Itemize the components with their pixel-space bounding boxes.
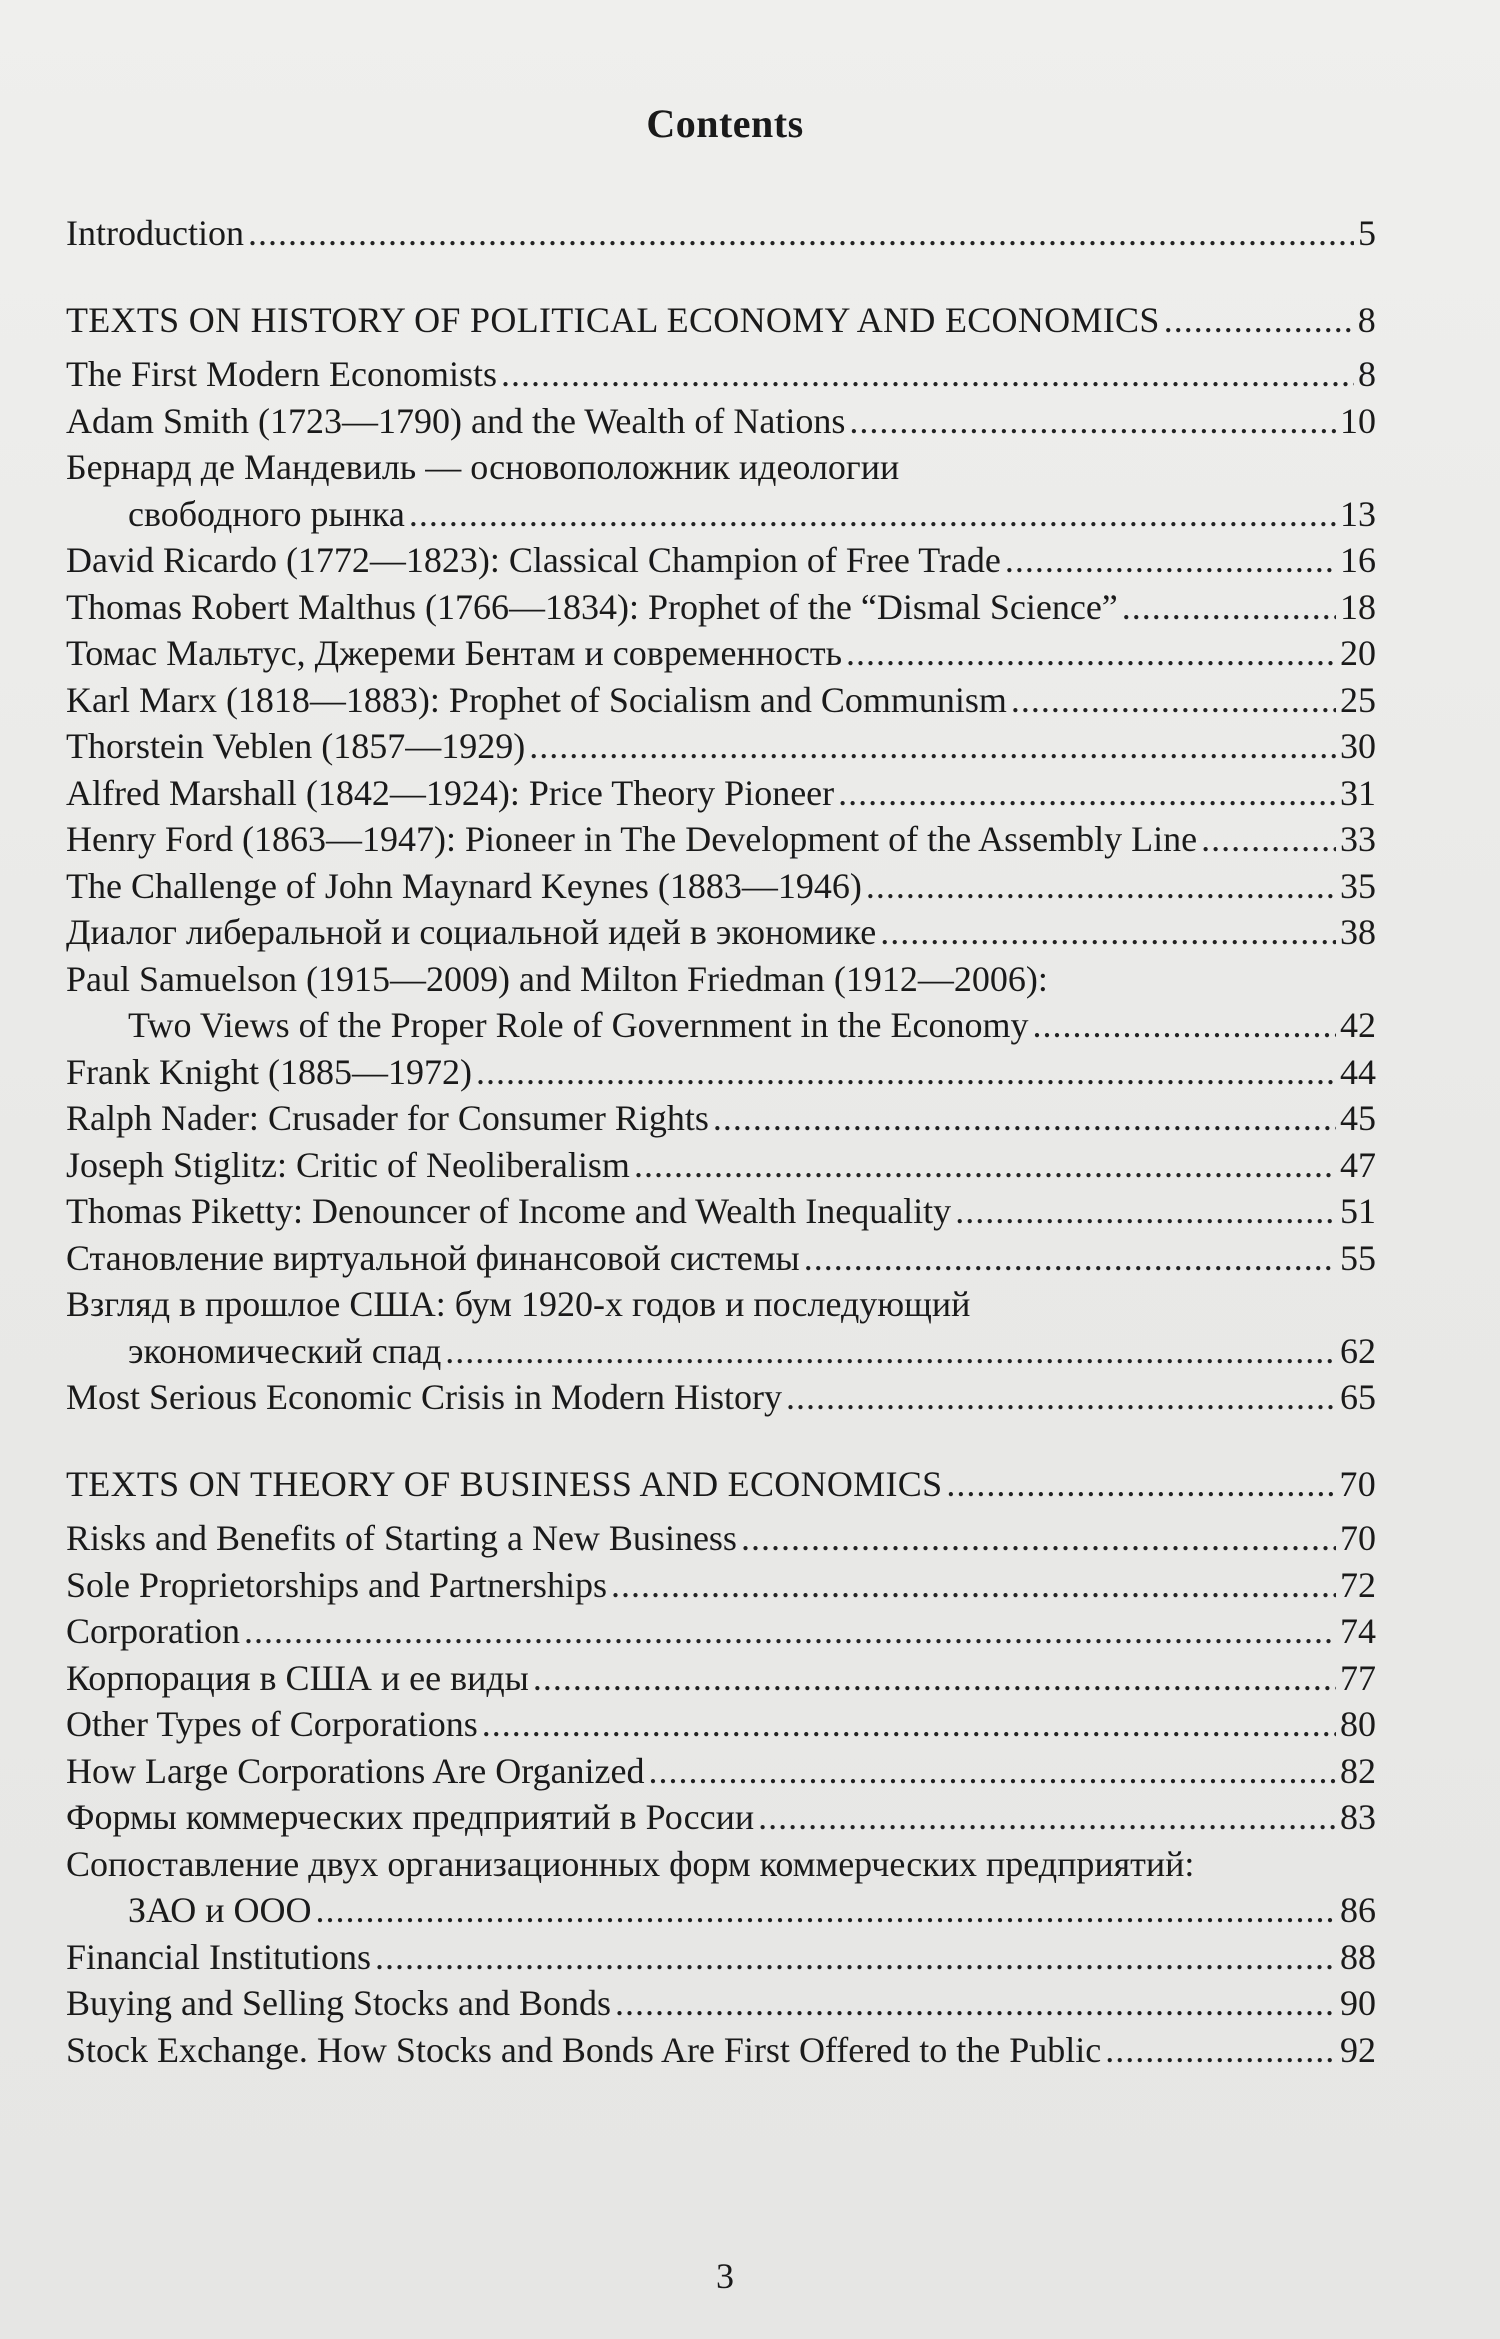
toc-entry [66, 1794, 1376, 1841]
toc-label: Joseph Stiglitz: Critic of Neoliberalism [66, 1144, 630, 1185]
toc-page: 65 [1340, 1377, 1376, 1417]
dot-leader [476, 1049, 1336, 1096]
toc-entry [66, 537, 1376, 584]
dot-leader [758, 1794, 1336, 1841]
toc-page: 25 [1340, 679, 1376, 720]
toc-label: Корпорация в США и ее виды [66, 1657, 529, 1698]
toc-label: Взгляд в прошлое США: бум 1920-х годов и последующий [66, 1284, 971, 1324]
toc-entry [66, 1980, 1376, 2027]
dot-leader [1201, 816, 1336, 863]
toc-label: Henry Ford (1863—1947): Pioneer in The Development of the Assembly Line [66, 819, 1198, 859]
toc-label: Sole Proprietorships and Partnerships [66, 1564, 607, 1605]
toc-page: 8 [1357, 299, 1376, 340]
toc-entry [66, 816, 1376, 863]
toc-entry [66, 1562, 1376, 1609]
toc-label: Adam Smith (1723—1790) and the Wealth of Nations [66, 400, 846, 441]
dot-leader [741, 1515, 1336, 1562]
toc-page: 70 [1340, 1518, 1376, 1558]
dot-leader [1122, 584, 1336, 631]
toc-entry [66, 1374, 1376, 1421]
toc-label: Становление виртуальной финансовой системы [66, 1237, 800, 1278]
toc-label: Сопоставление двух организационных форм коммерческих предприятий: [66, 1843, 1195, 1884]
toc-page: 5 [1358, 213, 1376, 253]
dot-leader [880, 909, 1336, 956]
toc-page: 92 [1340, 2029, 1376, 2070]
dot-leader [838, 770, 1336, 817]
toc-entry [66, 1095, 1376, 1142]
toc-entry [66, 1841, 1376, 1888]
toc-entry [66, 1049, 1376, 1096]
toc-entry [66, 210, 1376, 257]
contents-title: Contents [646, 101, 804, 146]
dot-leader [1032, 1002, 1336, 1049]
toc-entry [66, 1002, 1376, 1049]
dot-leader [501, 351, 1354, 398]
toc-label: свободного рынка [128, 493, 405, 534]
dot-leader [1105, 2027, 1336, 2074]
toc-section-heading [66, 1461, 1376, 1508]
toc-entry [66, 1281, 1376, 1328]
toc-page: 72 [1340, 1564, 1376, 1605]
toc-page: 8 [1358, 354, 1376, 394]
toc-label: The Challenge of John Maynard Keynes (1883—1946) [66, 865, 862, 906]
toc-page: 16 [1340, 540, 1376, 580]
toc-page: 86 [1340, 1890, 1376, 1930]
toc-entry [66, 584, 1376, 631]
toc-page: 33 [1340, 819, 1376, 859]
toc-label: Формы коммерческих предприятий в России [66, 1797, 755, 1837]
dot-leader [846, 630, 1336, 677]
toc-label: Alfred Marshall (1842—1924): Price Theory Pioneer [66, 772, 835, 813]
toc-page: 77 [1340, 1657, 1376, 1698]
toc-entry [66, 677, 1376, 724]
dot-leader [1164, 297, 1354, 344]
toc-page: 83 [1340, 1797, 1376, 1837]
dot-leader [713, 1095, 1336, 1142]
dot-leader [955, 1188, 1336, 1235]
dot-leader [866, 863, 1336, 910]
toc-page: 10 [1340, 400, 1376, 441]
dot-leader [1005, 537, 1336, 584]
dot-leader [649, 1748, 1336, 1795]
toc-entry [66, 909, 1376, 956]
dot-leader [615, 1980, 1336, 2027]
toc-label: Томас Мальтус, Джереми Бентам и современность [66, 633, 842, 673]
toc-label: Karl Marx (1818—1883): Prophet of Socialism and Communism [66, 679, 1007, 720]
toc-page: 74 [1340, 1611, 1376, 1651]
toc-page: 20 [1340, 633, 1376, 673]
dot-leader [445, 1328, 1336, 1375]
dot-leader [611, 1562, 1336, 1609]
toc-page: 44 [1340, 1051, 1376, 1092]
toc-page: 38 [1340, 912, 1376, 952]
toc-label: David Ricardo (1772—1823): Classical Champion of Free Trade [66, 540, 1001, 580]
toc-label: The First Modern Economists [66, 354, 497, 394]
toc-entry [66, 1188, 1376, 1235]
toc-page: 80 [1340, 1704, 1376, 1744]
dot-leader [316, 1887, 1337, 1934]
toc-entry [66, 630, 1376, 677]
toc-page: 90 [1340, 1983, 1376, 2023]
dot-leader [804, 1235, 1336, 1282]
dot-leader [244, 1608, 1336, 1655]
toc-entry [66, 351, 1376, 398]
toc-entry [66, 1235, 1376, 1282]
toc-label: ЗАО и ООО [128, 1890, 312, 1930]
toc-label: Buying and Selling Stocks and Bonds [66, 1983, 612, 2023]
toc-page: 82 [1340, 1750, 1376, 1791]
toc-page: 31 [1340, 772, 1376, 813]
toc-section-heading [66, 297, 1376, 344]
toc-entry [66, 770, 1376, 817]
toc-label: Introduction [66, 213, 244, 253]
page-number: 3 [716, 2256, 734, 2296]
toc-page: 47 [1340, 1144, 1376, 1185]
dot-leader [533, 1655, 1336, 1702]
toc-page: 88 [1340, 1936, 1376, 1977]
toc-entry [66, 1748, 1376, 1795]
toc-page: 30 [1340, 726, 1376, 766]
dot-leader [409, 491, 1336, 538]
toc-label: Most Serious Economic Crisis in Modern History [66, 1377, 782, 1417]
toc-label: Thomas Robert Malthus (1766—1834): Prophet of the “Dismal Science” [66, 586, 1118, 627]
toc-page: 42 [1340, 1005, 1376, 1045]
toc-entry [66, 1655, 1376, 1702]
toc-label: Corporation [66, 1611, 240, 1651]
toc-label: Ralph Nader: Crusader for Consumer Rights [66, 1098, 709, 1138]
toc-label: экономический спад [128, 1330, 442, 1371]
toc-page: 13 [1340, 493, 1376, 534]
toc-label: TEXTS ON THEORY OF BUSINESS AND ECONOMICS [66, 1463, 943, 1504]
toc-entry [66, 1142, 1376, 1189]
toc-page: 35 [1340, 865, 1376, 906]
toc-page: 70 [1339, 1463, 1376, 1504]
toc-label: Диалог либеральной и социальной идей в экономике [66, 912, 877, 952]
toc-entry [66, 863, 1376, 910]
dot-leader [849, 398, 1336, 445]
toc-label: Frank Knight (1885—1972) [66, 1051, 472, 1092]
toc-entry [66, 723, 1376, 770]
dot-leader [375, 1934, 1336, 1981]
dot-leader [946, 1461, 1335, 1508]
toc-entry [66, 956, 1376, 1003]
toc-entry [66, 491, 1376, 538]
toc-page: 62 [1340, 1330, 1376, 1371]
toc-entry [66, 1701, 1376, 1748]
toc-label: Thorstein Veblen (1857—1929) [66, 726, 526, 766]
toc-label: Risks and Benefits of Starting a New Business [66, 1518, 737, 1558]
toc-entry [66, 444, 1376, 491]
toc-entry [66, 1328, 1376, 1375]
toc-label: Two Views of the Proper Role of Government in the Economy [128, 1005, 1029, 1045]
dot-leader [529, 723, 1336, 770]
toc-page: 18 [1340, 586, 1376, 627]
toc-label: Бернард де Мандевиль — основоположник идеологии [66, 447, 900, 487]
toc-entry [66, 1515, 1376, 1562]
toc-entry [66, 1934, 1376, 1981]
dot-leader [482, 1701, 1336, 1748]
toc-entry [66, 1887, 1376, 1934]
dot-leader [786, 1374, 1336, 1421]
toc-entry [66, 2027, 1376, 2074]
dot-leader [248, 210, 1354, 257]
dot-leader [1011, 677, 1336, 724]
toc-label: Other Types of Corporations [66, 1704, 478, 1744]
toc-entry [66, 398, 1376, 445]
toc-page: 51 [1340, 1191, 1376, 1231]
dot-leader [634, 1142, 1336, 1189]
toc-label: How Large Corporations Are Organized [66, 1750, 645, 1791]
table-of-contents [66, 210, 1376, 2073]
toc-page: 55 [1340, 1237, 1376, 1278]
toc-label: Paul Samuelson (1915—2009) and Milton Friedman (1912—2006): [66, 958, 1048, 999]
toc-label: Financial Institutions [66, 1936, 371, 1977]
toc-label: Stock Exchange. How Stocks and Bonds Are First Offered to the Public [66, 2029, 1102, 2070]
toc-entry [66, 1608, 1376, 1655]
toc-page: 45 [1340, 1098, 1376, 1138]
toc-label: TEXTS ON HISTORY OF POLITICAL ECONOMY AND ECONOMICS [66, 299, 1160, 340]
toc-label: Thomas Piketty: Denouncer of Income and Wealth Inequality [66, 1191, 952, 1231]
